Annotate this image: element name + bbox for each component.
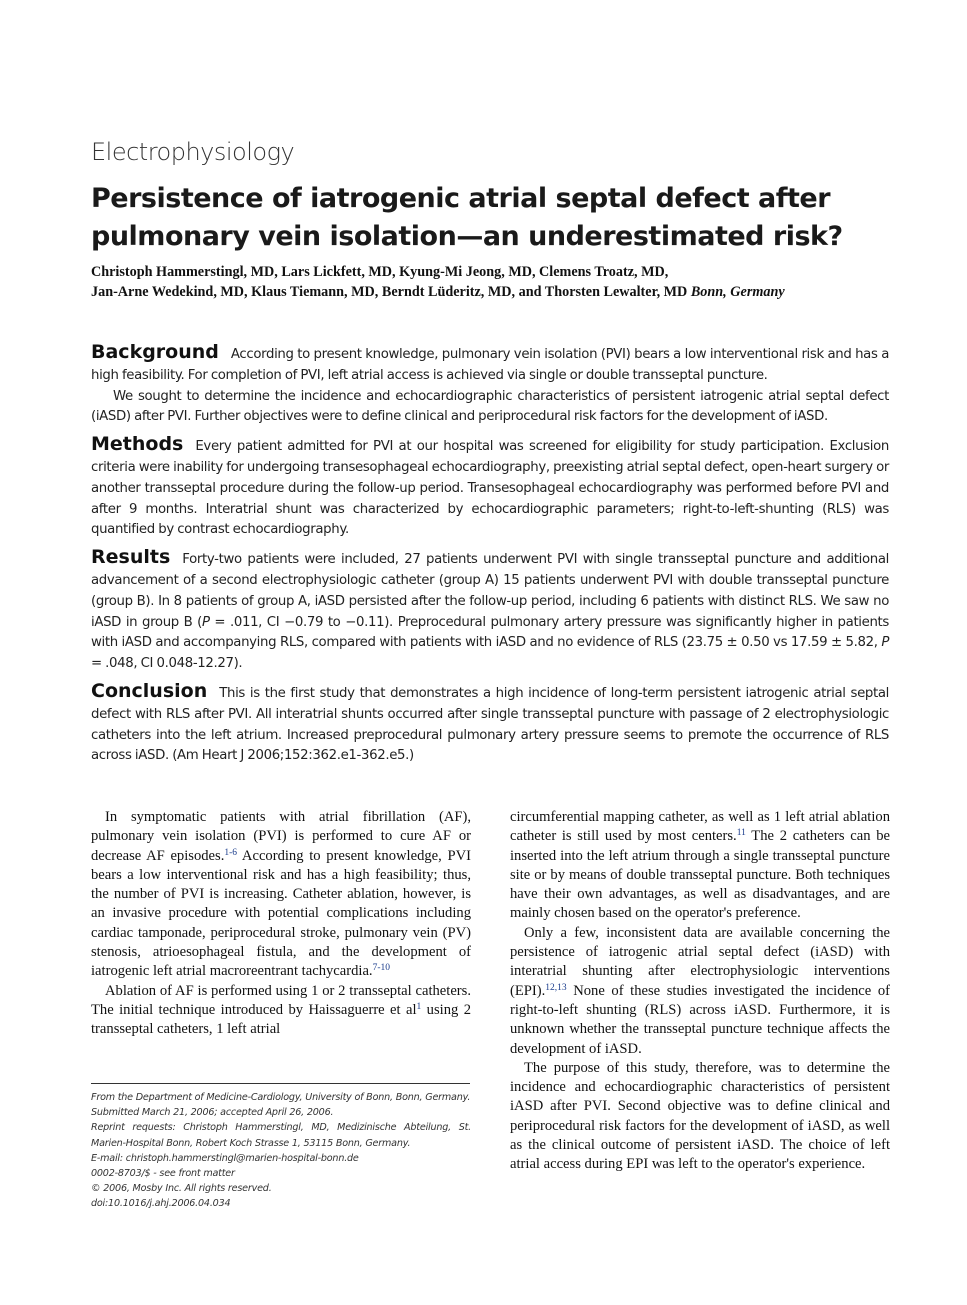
body-paragraph [510,924,890,1059]
author-location: Bonn, Germany [690,284,785,300]
body-text: None of these studies investigated the incidence of right-to-left shunting (RLS) across iASD. Furthermore, it is unknown whether the transseptal puncture technique affects the development of iASD. [510,982,890,1057]
footnote-affiliation: From the Department of Medicine-Cardiology, University of Bonn, Bonn, Germany. [91,1092,471,1103]
footnote-copyright: © 2006, Mosby Inc. All rights reserved. [91,1183,272,1195]
authors-line-2 [91,282,891,302]
body-text: Only a few, inconsistent data are available concerning the persistence of iatrogenic atrial septal defect (iASD) with interatrial shunting after electrophysiologic interventions (EPI). [510,924,890,999]
p-value-symbol: P [202,614,210,630]
body-text: Ablation of AF is performed using 1 or 2 transseptal catheters. The initial technique introduced by Haissaguerre et al [91,982,471,1018]
authors-line-1: Christoph Hammerstingl, MD, Lars Lickfett, MD, Kyung-Mi Jeong, MD, Clemens Troatz, MD, [91,264,669,280]
body-text: According to present knowledge, PVI bears a low interventional risk and has a high feasibility; thus, the number of PVI is increasing. Catheter ablation, however, is an invasive procedure with potential complications including cardiac tamponade, periprocedural stroke, pulmonary vein (PV) stenosis, atrioesophageal fistula, and the development of iatrogenic left atrial macroreentrant tachycardia. [91,847,471,980]
abstract-background-text-2: We sought to determine the incidence and echocardiographic characteristics of persistent iatrogenic atrial septal defect (iASD) after PVI. Further objectives were to define clinical and periprocedural risk factors for the development of iASD. [91,388,889,425]
abstract-conclusion [91,681,889,767]
footnote-issn: 0002-8703/$ - see front matter [91,1168,235,1180]
footnotes [91,1090,471,1212]
citation-link[interactable]: 7-10 [372,963,390,974]
article-title: Persistence of iatrogenic atrial septal defect after pulmonary vein isolation—an underestimated risk? [91,183,843,252]
abstract [91,342,889,773]
abstract-background-text-1: According to present knowledge, pulmonary vein isolation (PVI) bears a low interventional risk and has a high feasibility. For completion of PVI, left atrial access is achieved via single or double transseptal puncture. [91,347,889,383]
footnote-doi[interactable]: doi:10.1016/j.ahj.2006.04.034 [91,1198,231,1210]
authors-line-2-names: Jan-Arne Wedekind, MD, Klaus Tiemann, MD, Berndt Lüderitz, MD, and Thorsten Lewalter, MD [91,284,688,300]
body-text: using 2 transseptal catheters, 1 left atrial [91,1001,472,1038]
footnote-email[interactable]: E-mail: christoph.hammerstingl@marien-hospital-bonn.de [91,1152,359,1164]
abstract-heading-methods: Methods [91,433,184,456]
citation-link[interactable]: 12,13 [545,982,567,993]
body-paragraph [510,808,890,924]
body-text: circumferential mapping catheter, as well as 1 left atrial ablation catheter is still used by most centers. [510,809,890,845]
abstract-results-text-b: = .011, CI −0.79 to −0.11). Preprocedural pulmonary artery pressure was significantly higher in patients with iASD and accompanying RLS, compared with patients with iASD and no evidence of RLS (23.75 ± 0.50 vs 17.59 ± 5.82, [91,614,890,651]
citation-link[interactable]: 1-6 [224,847,238,858]
abstract-background [91,342,889,428]
abstract-methods [91,434,889,541]
footnote-divider [91,1083,470,1084]
citation-link[interactable]: 1 [416,1001,422,1012]
body-column-right [510,808,890,1175]
body-text: In symptomatic patients with atrial fibrillation (AF), pulmonary vein isolation (PVI) is performed to cure AF or decrease AF episodes. [91,809,471,864]
body-column-left [91,808,471,1040]
body-paragraph: The purpose of this study, therefore, was to determine the incidence and echocardiographic characteristics of persistent iASD after PVI. Second objective was to define clinical and periprocedural risk factors for the development of iASD, as well as the clinical outcome of persistent iASD. The choice of left atrial access during EPI was left to the operator's experience. [510,1059,890,1173]
p-value-symbol: P [881,635,889,651]
abstract-results [91,547,889,675]
author-list [91,262,891,302]
abstract-results-text-a: Forty-two patients were included, 27 patients underwent PVI with single transseptal puncture and additional advancement of a second electrophysiologic catheter (group A) 15 patients underwent PVI with double transseptal puncture (group B). In 8 patients of group A, iASD persisted after the follow-up period, including 6 patients with distinct RLS. We saw no iASD in group B ( [91,552,889,630]
body-paragraph [91,808,471,982]
section-label: Electrophysiology [91,138,295,166]
abstract-methods-text: Every patient admitted for PVI at our hospital was screened for eligibility for study participation. Exclusion criteria were inability for undergoing transesophageal echocardiography, preexisting atrial septal defect, open-heart surgery or another transseptal procedure during the follow-up period. Transesophageal echocardiography was performed before PVI and after 9 months. Interatrial shunt was characterized by echocardiographic parameters; right-to-left-shunting (RLS) was quantified by contrast echocardiography. [91,439,889,538]
abstract-heading-results: Results [91,546,171,569]
body-paragraph [91,982,471,1040]
footnote-submitted: Submitted March 21, 2006; accepted April 26, 2006. [91,1107,334,1119]
abstract-heading-background: Background [91,341,219,363]
abstract-results-text-c: = .048, CI 0.048-12.27). [91,656,243,672]
citation-link[interactable]: 11 [736,828,746,839]
footnote-reprints: Reprint requests: Christoph Hammerstingl, MD, Medizinische Abteilung, St. Marien-Hospital Bonn, Robert Koch Strasse 1, 53115 Bonn, Germany. [91,1122,471,1149]
body-text: The 2 catheters can be inserted into the left atrium through a single transseptal puncture site or by means of double transseptal puncture. Both techniques have their own advantages, as well as disadvantages, and are mainly chosen based on the operator's preference. [510,828,890,922]
abstract-heading-conclusion: Conclusion [91,679,208,702]
abstract-conclusion-text: This is the first study that demonstrates a high incidence of long-term persistent iatrogenic atrial septal defect with RLS after PVI. All interatrial shunts occurred after single transseptal puncture with passage of 2 electrophysiologic catheters into the left atrium. Increased preprocedural pulmonary artery pressure seems to premote the occurrence of RLS across iASD. (Am Heart J 2006;152:362.e1-362.e5.) [91,685,889,764]
